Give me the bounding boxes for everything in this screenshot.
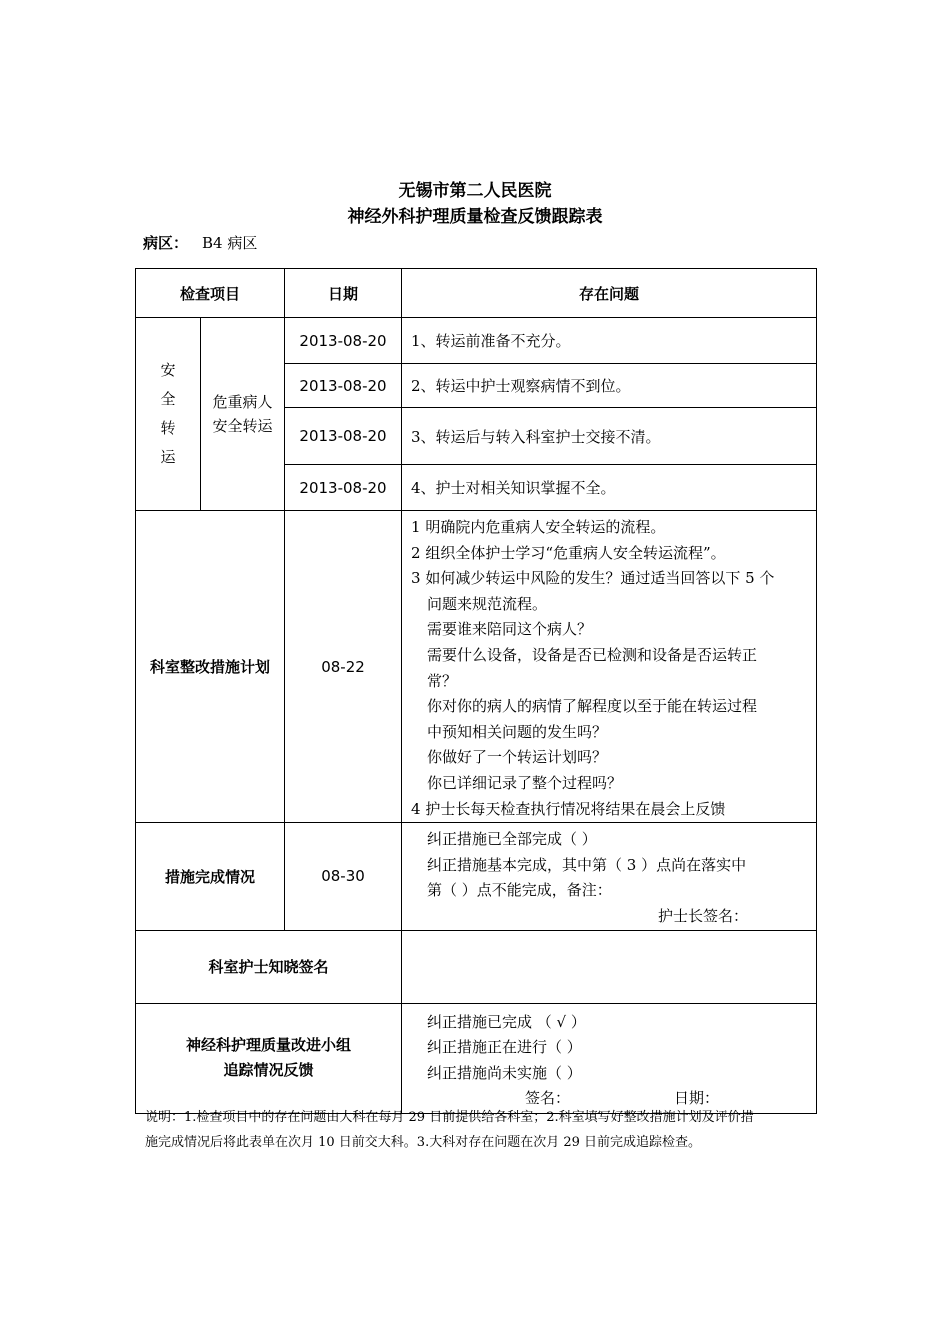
- completion-line: 纠正措施已全部完成（ ）: [427, 830, 597, 849]
- tracking-label-line-2: 追踪情况反馈: [223, 1061, 314, 1079]
- col-item-header: 检查项目: [136, 269, 285, 318]
- plan-line: 4 护士长每天检查执行情况将结果在晨会上反馈: [411, 799, 726, 818]
- plan-line: 你对你的病人的病情了解程度以至于能在转运过程: [427, 697, 758, 716]
- plan-line: 需要谁来陪同这个病人？: [427, 620, 593, 639]
- issue-text: 1、转运前准备不充分。: [402, 318, 817, 364]
- form-title: 神经外科护理质量检查反馈跟踪表: [347, 207, 603, 227]
- col-date-header: 日期: [285, 269, 402, 318]
- completion-date: 08-30: [285, 823, 402, 930]
- issue-text: 4、护士对相关知识掌握不全。: [402, 465, 817, 511]
- tracking-option: 纠正措施尚未实施（ ）: [427, 1063, 582, 1082]
- plan-line: 1 明确院内危重病人安全转运的流程。: [411, 518, 666, 536]
- tracking-label-line-1: 神经科护理质量改进小组: [186, 1036, 352, 1054]
- plan-line: 问题来规范流程。: [427, 594, 548, 613]
- footnote-line-2: 施完成情况后将此表单在次月 10 日前交大科。3.大科对存在问题在次月 29 日前完成追踪检查。: [145, 1135, 702, 1150]
- tracking-sign-label: 签名：: [525, 1089, 571, 1108]
- feedback-table: [135, 268, 817, 1114]
- category-cell: [136, 318, 201, 511]
- issue-text: 3、转运后与转入科室护士交接不清。: [402, 408, 817, 465]
- plan-date: 08-22: [285, 511, 402, 823]
- completion-content: [402, 823, 817, 930]
- ward-line: [143, 232, 257, 253]
- footnote: [145, 1105, 813, 1155]
- plan-line: 常？: [427, 671, 458, 690]
- issue-date: 2013-08-20: [285, 364, 402, 408]
- ward-value: B4 病区: [202, 234, 258, 252]
- issue-date: 2013-08-20: [285, 318, 402, 364]
- completion-line: 纠正措施基本完成，其中第（ 3 ）点尚在落实中: [427, 855, 747, 874]
- header-row: [136, 269, 817, 318]
- tracking-label: [136, 1003, 402, 1113]
- tracking-row: [136, 1003, 817, 1113]
- issue-text: 2、转运中护士观察病情不到位。: [402, 364, 817, 408]
- footnote-line-1: 说明：1.检查项目中的存在问题由大科在每月 29 日前提供给各科室；2.科室填写好整改措施计划及评价措: [145, 1110, 754, 1125]
- plan-row: [136, 511, 817, 823]
- acknowledge-label: 科室护士知晓签名: [136, 930, 402, 1003]
- subcategory-line-2: 安全转运: [212, 417, 273, 435]
- tracking-option: 纠正措施正在进行（ ）: [427, 1038, 582, 1057]
- plan-line: 2 组织全体护士学习“危重病人安全转运流程”。: [411, 543, 726, 562]
- issue-date: 2013-08-20: [285, 465, 402, 511]
- subcategory-cell: [201, 318, 285, 511]
- ward-label: 病区：: [143, 234, 189, 252]
- plan-line: 3 如何减少转运中风险的发生？通过适当回答以下 5 个: [411, 569, 775, 588]
- plan-line: 你做好了一个转运计划吗？: [427, 748, 608, 767]
- tracking-content: [402, 1003, 817, 1113]
- issue-date: 2013-08-20: [285, 408, 402, 465]
- completion-label: 措施完成情况: [136, 823, 285, 930]
- tracking-date-label: 日期：: [674, 1089, 720, 1108]
- head-nurse-signature: 护士长签名：: [658, 906, 749, 925]
- issue-row: [136, 318, 817, 364]
- col-issue-header: 存在问题: [402, 269, 817, 318]
- completion-row: [136, 823, 817, 930]
- category-text: 安全转运: [160, 361, 176, 466]
- plan-content: [402, 511, 817, 823]
- plan-label: 科室整改措施计划: [136, 511, 285, 823]
- tracking-option: 纠正措施已完成 （ √ ）: [427, 1012, 586, 1031]
- subcategory-line-1: 危重病人: [212, 393, 273, 411]
- acknowledge-row: [136, 930, 817, 1003]
- plan-line: 需要什么设备，设备是否已检测和设备是否运转正: [427, 645, 758, 664]
- completion-line: 第（ ）点不能完成，备注：: [427, 881, 612, 900]
- plan-line: 你已详细记录了整个过程吗？: [427, 773, 623, 792]
- plan-line: 中预知相关问题的发生吗？: [427, 722, 608, 741]
- hospital-name: 无锡市第二人民医院: [398, 181, 552, 201]
- acknowledge-signature-cell: [402, 930, 817, 1003]
